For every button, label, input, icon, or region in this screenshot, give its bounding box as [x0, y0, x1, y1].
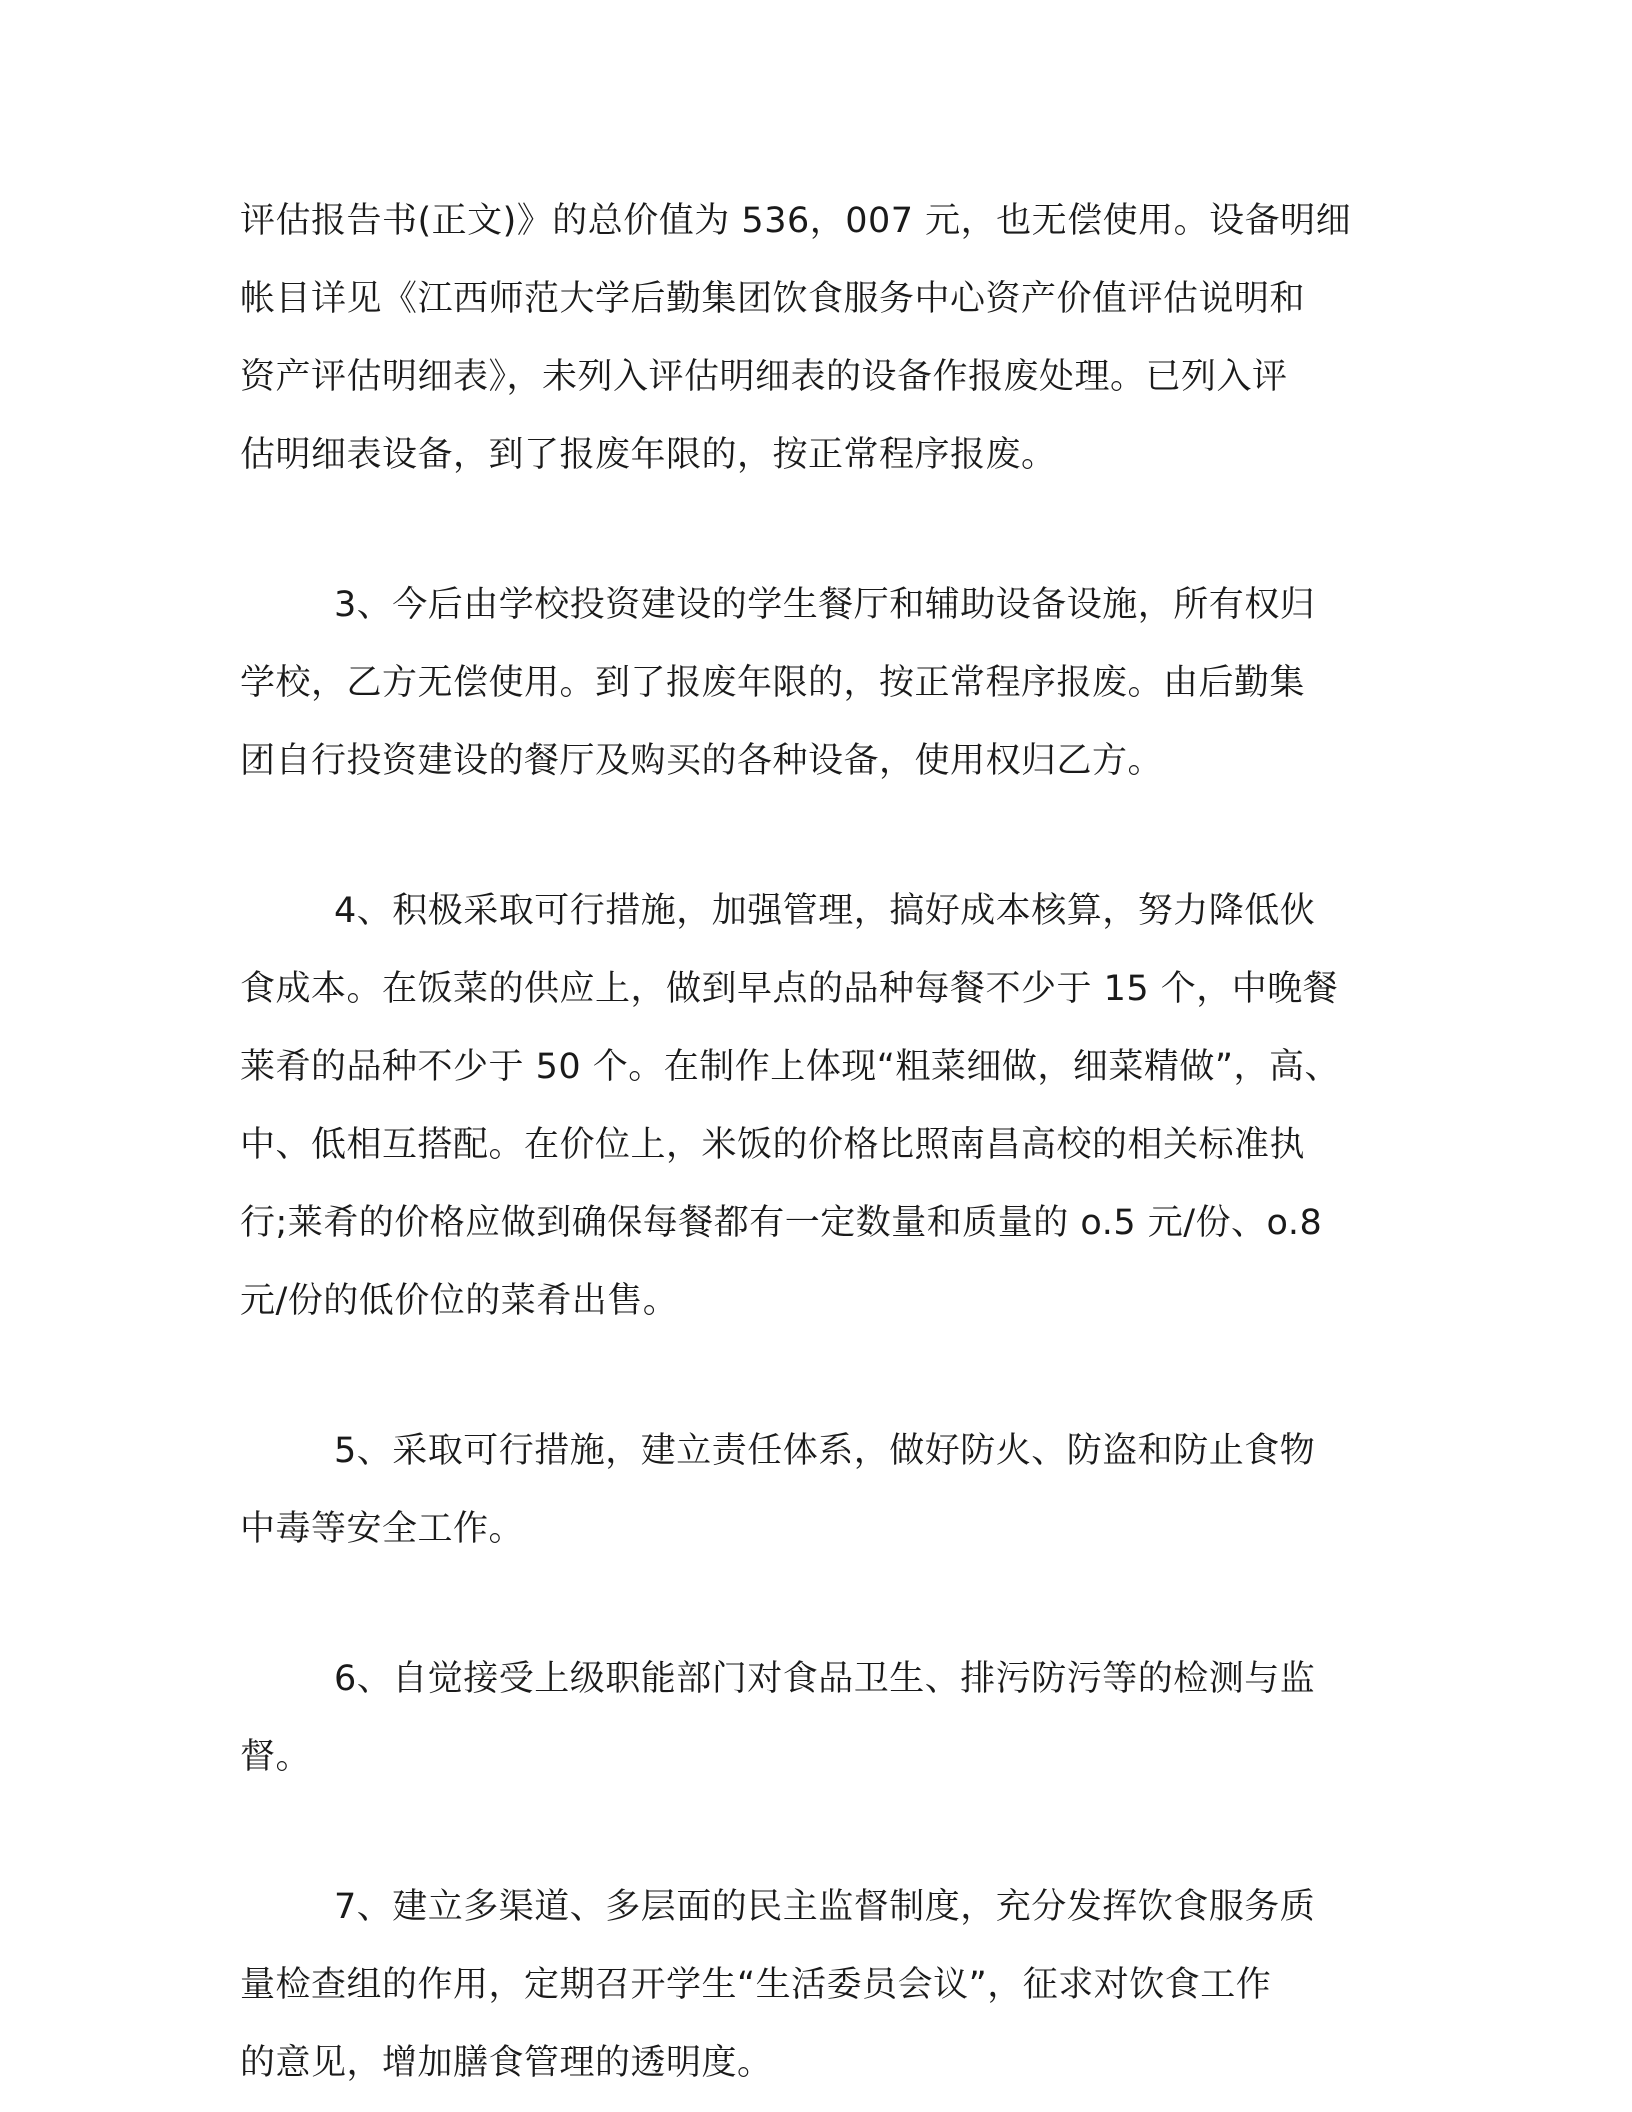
text-line: 学校，乙方无偿使用。到了报废年限的，按正常程序报废。由后勤集: [240, 663, 1306, 703]
document-body: [240, 182, 1400, 2102]
paragraph-spacer: [240, 494, 1400, 566]
text-line: 元/份的低价位的菜肴出售。: [240, 1281, 679, 1321]
paragraph-spacer: [240, 1568, 1400, 1640]
text-line: 团自行投资建设的餐厅及购买的各种设备，使用权归乙方。: [240, 741, 1164, 781]
paragraph-spacer: [240, 1796, 1400, 1868]
paragraph-item-3: [240, 566, 1400, 800]
paragraph-item-5: [240, 1412, 1400, 1568]
text-line: 估明细表设备，到了报废年限的，按正常程序报废。: [240, 435, 1057, 475]
paragraph-item-7: [240, 1868, 1400, 2102]
text-line: 6、自觉接受上级职能部门对食品卫生、排污防污等的检测与监: [334, 1659, 1316, 1699]
text-line: 莱肴的品种不少于 50 个。在制作上体现“粗菜细做，细菜精做”，高、: [240, 1047, 1341, 1087]
text-line: 5、采取可行措施，建立责任体系，做好防火、防盗和防止食物: [334, 1431, 1316, 1471]
text-line: 中、低相互搭配。在价位上，米饭的价格比照南昌高校的相关标准执: [240, 1125, 1306, 1165]
text-line: 评估报告书(正文)》的总价值为 536，007 元，也无偿使用。设备明细: [240, 201, 1352, 241]
text-line: 行;莱肴的价格应做到确保每餐都有一定数量和质量的 o.5 元/份、o.8: [240, 1203, 1323, 1243]
paragraph-item-4: [240, 872, 1400, 1340]
paragraph-asset-valuation: [240, 182, 1400, 494]
text-line: 4、积极采取可行措施，加强管理，搞好成本核算，努力降低伙: [334, 891, 1316, 931]
text-line: 量检查组的作用，定期召开学生“生活委员会议”，征求对饮食工作: [240, 1965, 1272, 2005]
text-line: 中毒等安全工作。: [240, 1509, 525, 1549]
text-line: 帐目详见《江西师范大学后勤集团饮食服务中心资产价值评估说明和: [240, 279, 1306, 319]
paragraph-spacer: [240, 1340, 1400, 1412]
text-line: 资产评估明细表》，未列入评估明细表的设备作报废处理。已列入评: [240, 357, 1288, 397]
text-line: 的意见，增加膳食管理的透明度。: [240, 2043, 773, 2083]
paragraph-item-6: [240, 1640, 1400, 1796]
paragraph-spacer: [240, 800, 1400, 872]
text-line: 食成本。在饭菜的供应上，做到早点的品种每餐不少于 15 个，中晚餐: [240, 969, 1339, 1009]
text-line: 督。: [240, 1737, 312, 1777]
text-line: 3、今后由学校投资建设的学生餐厅和辅助设备设施，所有权归: [334, 585, 1316, 625]
text-line: 7、建立多渠道、多层面的民主监督制度，充分发挥饮食服务质: [334, 1887, 1316, 1927]
